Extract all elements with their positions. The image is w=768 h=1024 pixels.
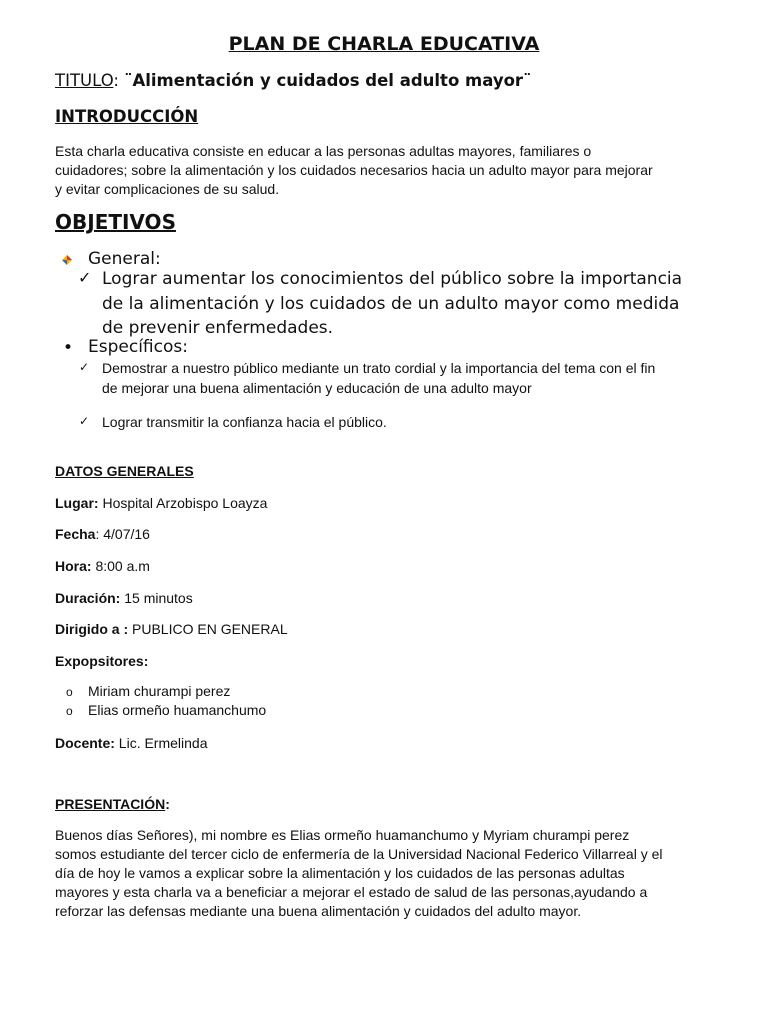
titulo-value: ¨Alimentación y cuidados del adulto mayor¨ (124, 71, 532, 90)
especificos-label: Específicos (88, 337, 183, 357)
especifico-line: Demostrar a nuestro público mediante un trato cordial y la importancia del tema con el fin (102, 360, 656, 376)
introduccion-heading: INTRODUCCIÓN (55, 107, 199, 126)
field-value: 15 minutos (120, 590, 193, 606)
presentacion-line: somos estudiante del tercer ciclo de enfermería de la Universidad Nacional Federico Villarreal y el (55, 846, 663, 862)
field-label: Lugar: (55, 495, 99, 511)
especifico-line: de mejorar una buena alimentación y educación de una adulto mayor (102, 379, 532, 396)
field-label: Fecha (55, 526, 96, 542)
general-line: de prevenir enfermedades. (102, 318, 334, 338)
especifico-item-2: Lograr transmitir la confianza hacia el público. (102, 414, 387, 430)
field-label: Expopsitores: (55, 653, 149, 669)
expositor-name: Elias ormeño huamanchumo (88, 702, 267, 718)
introduccion-line: y evitar complicaciones de su salud. (55, 181, 280, 197)
field-label: Hora: (55, 558, 92, 574)
presentacion-colon: : (165, 796, 170, 812)
general-text (102, 267, 682, 341)
field-value: Hospital Arzobispo Loayza (98, 495, 268, 511)
objetivo-general (88, 249, 161, 269)
presentacion-label: PRESENTACIÓN (55, 796, 166, 812)
datos-generales-heading: DATOS GENERALES (55, 463, 194, 479)
objetivos-heading: OBJETIVOS (55, 210, 176, 234)
general-colon: : (155, 249, 161, 269)
presentacion-line: mayores y esta charla va a beneficiar a mejorar el estado de salud de las personas,ayudando a (55, 884, 648, 900)
document-title: PLAN DE CHARLA EDUCATIVA (228, 33, 540, 55)
general-label: General (88, 249, 155, 269)
presentacion-line: Buenos días Señores), mi nombre es Elias ormeño huamanchumo y Myriam churampi perez (55, 827, 630, 843)
introduccion-line: cuidadores; sobre la alimentación y los cuidados necesarios hacia un adulto mayor para mejorar (55, 162, 653, 178)
field-value: 8:00 a.m (91, 558, 150, 574)
circle-bullet-icon: o (66, 685, 73, 699)
general-line: Lograr aumentar los conocimientos del público sobre la importancia (102, 269, 683, 289)
field-docente (55, 735, 208, 751)
dot-bullet-icon: • (63, 338, 74, 358)
general-line: de la alimentación y los cuidados de un adulto mayor como medida (102, 293, 680, 314)
objetivo-especificos (88, 337, 188, 357)
presentacion-text (55, 826, 662, 921)
field-label: Docente: (55, 735, 115, 751)
field-duracion (55, 590, 193, 606)
field-value: PUBLICO EN GENERAL (128, 621, 288, 637)
introduccion-line: Esta charla educativa consiste en educar a las personas adultas mayores, familiares o (55, 143, 592, 159)
especificos-colon: : (182, 337, 188, 357)
check-icon: ✓ (79, 414, 90, 428)
field-label: Duración: (55, 590, 121, 606)
diamond-bullet-icon (62, 255, 72, 265)
field-value: : 4/07/16 (95, 526, 150, 542)
especifico-item-1 (102, 359, 655, 398)
introduccion-text (55, 142, 653, 199)
field-fecha (55, 526, 150, 542)
expositor-name: Miriam churampi perez (88, 683, 231, 699)
titulo-separator: : (113, 71, 125, 90)
field-dirigido (55, 621, 288, 637)
presentacion-line: día de hoy le vamos a explicar sobre la alimentación y los cuidados de las personas adultas (55, 865, 625, 881)
presentacion-line: reforzar las defensas mediante una buena alimentación y cuidados del adulto mayor. (55, 903, 582, 919)
check-icon: ✓ (78, 268, 92, 287)
titulo-line (55, 71, 531, 90)
circle-bullet-icon: o (66, 704, 73, 718)
field-hora (55, 558, 150, 574)
check-icon: ✓ (79, 360, 90, 374)
field-lugar (55, 495, 267, 511)
field-label: Dirigido a : (55, 621, 129, 637)
presentacion-heading (55, 796, 170, 812)
field-expositores (55, 653, 148, 669)
titulo-label: TITULO (55, 71, 114, 90)
field-value: Lic. Ermelinda (114, 735, 208, 751)
